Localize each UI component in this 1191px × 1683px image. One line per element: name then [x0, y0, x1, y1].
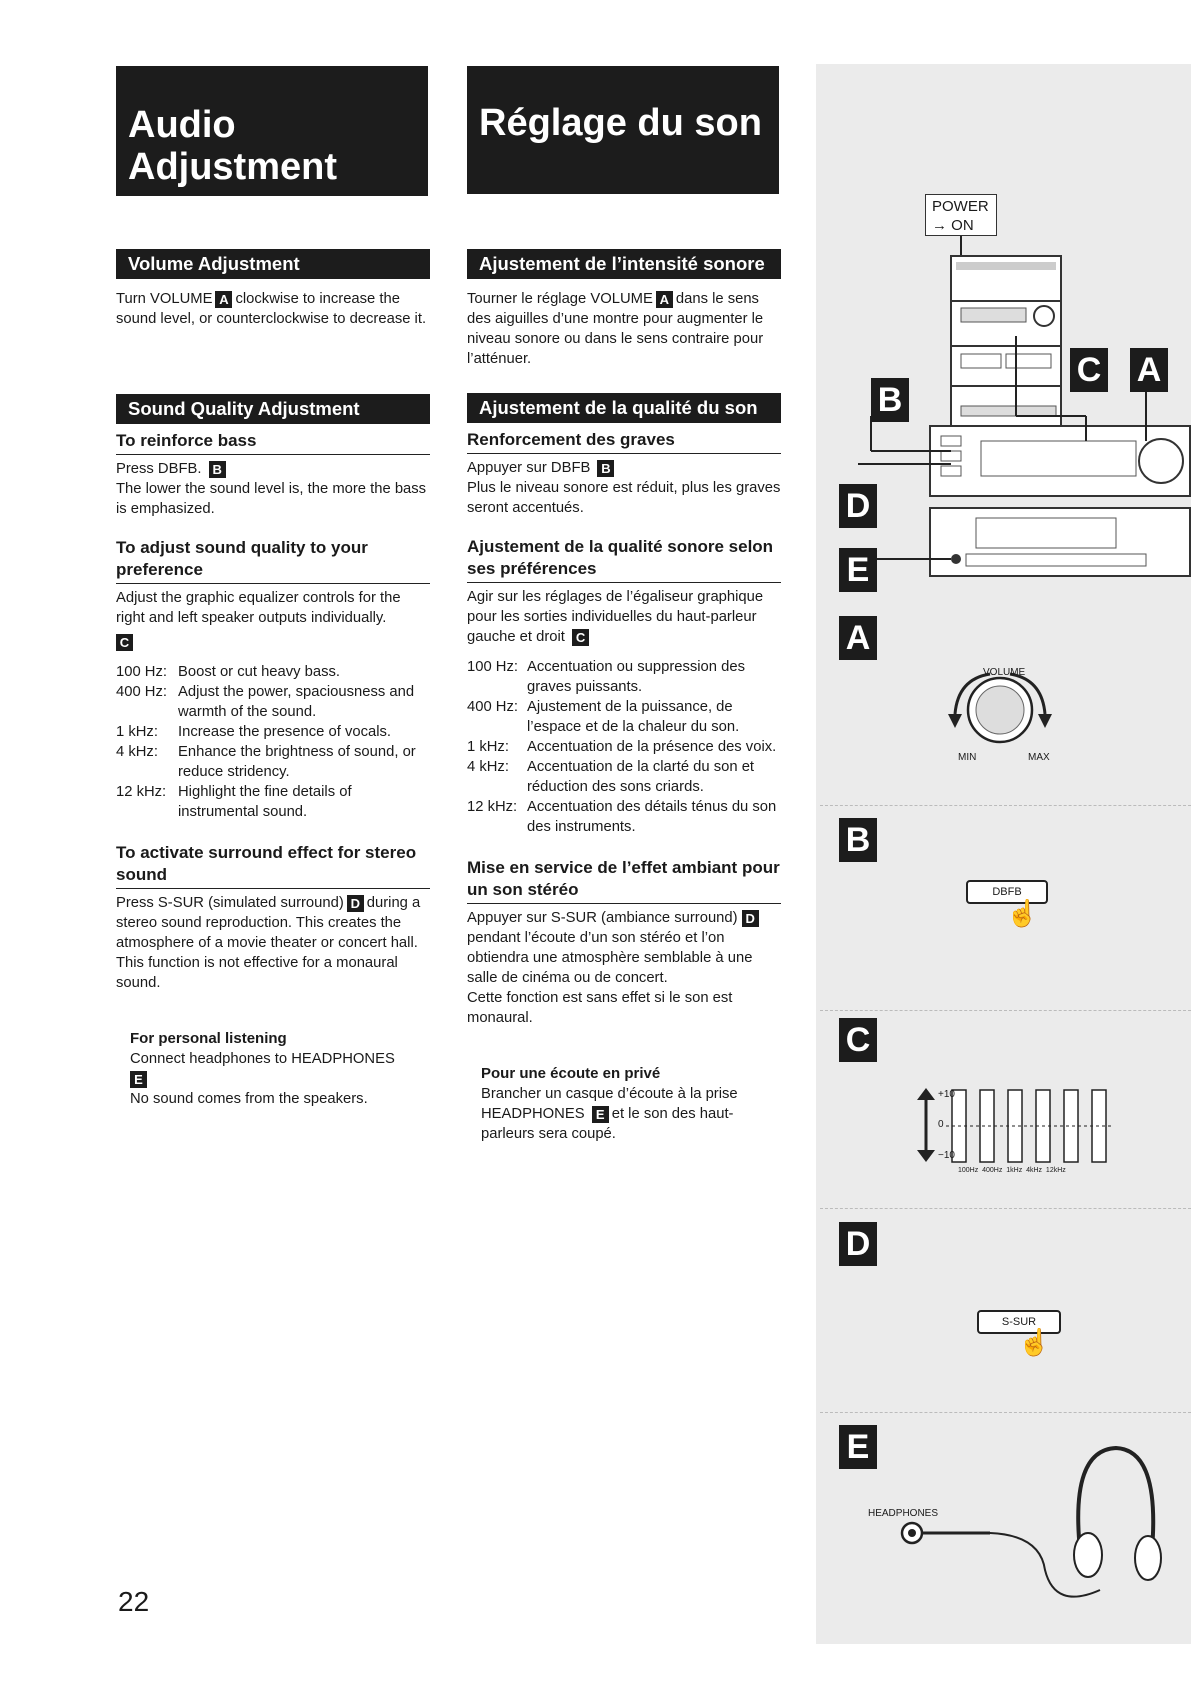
freq-label: 400 Hz:: [467, 699, 518, 715]
surround-subheading-fr: Mise en service de l’effet ambiant pour un son stéréo: [467, 857, 781, 904]
english-title-text: Audio Adjustment: [128, 104, 337, 188]
power-on-callout: POWER → ON: [925, 194, 997, 236]
freq-label: 1 kHz:: [467, 739, 509, 755]
bass-press-fr: Appuyer sur DBFB B: [467, 458, 781, 478]
pref-subheading: To adjust sound quality to your preference: [116, 537, 430, 584]
volume-heading-fr: Ajustement de l’intensité sonore: [467, 249, 781, 279]
note-text: No sound comes from the speakers.: [130, 1091, 368, 1107]
surround-text2: This function is not effective for a monaural sound.: [116, 955, 398, 991]
label-e-ref: E: [592, 1106, 609, 1123]
freq-desc: Enhance the brightness of sound, or reduce stridency.: [178, 744, 416, 780]
label-c-detail: C: [839, 1018, 877, 1062]
ssur-button: S-SUR: [977, 1310, 1061, 1334]
volume-knob-drawing: [940, 664, 1060, 764]
pref-text-fr: Agir sur les réglages de l’égaliseur graphique pour les sorties individuelles du haut-parleur gauche et droit C: [467, 589, 764, 645]
label-e-main: E: [839, 548, 877, 592]
freq-desc: Adjust the power, spaciousness and warmth of the sound.: [178, 684, 415, 720]
label-b-detail: B: [839, 818, 877, 862]
divider: [820, 1010, 1191, 1011]
label-d-detail: D: [839, 1222, 877, 1266]
label-d-main: D: [839, 484, 877, 528]
surround-text2-fr: Cette fonction est sans effet si le son est monaural.: [467, 990, 733, 1026]
eq-minus-label: −10: [938, 1150, 955, 1161]
pref-subheading-fr: Ajustement de la qualité sonore selon ses préférences: [467, 536, 781, 583]
pointing-hand-icon: ☝: [1018, 1327, 1051, 1357]
freq-desc: Accentuation de la clarté du son et réduction des sons criards.: [527, 759, 755, 795]
french-title: [467, 66, 779, 194]
label-e-detail: E: [839, 1425, 877, 1469]
label-c-ref: C: [116, 634, 133, 651]
label-a-ref: A: [656, 291, 673, 308]
headphones-drawing: [890, 1440, 1170, 1610]
freq-list-fr: [467, 657, 781, 837]
divider: [820, 1208, 1191, 1209]
label-a-ref: A: [215, 291, 232, 308]
freq-label: 100 Hz:: [116, 664, 167, 680]
bass-subheading: To reinforce bass: [116, 430, 430, 455]
label-e-ref: E: [130, 1071, 147, 1088]
freq-label: 100 Hz:: [467, 659, 518, 675]
label-b-ref: B: [209, 461, 226, 478]
eq-plus-label: +10: [938, 1089, 955, 1100]
freq-label: 1 kHz:: [116, 724, 158, 740]
french-title-text: Réglage du son: [479, 102, 762, 144]
volume-heading: Volume Adjustment: [116, 249, 430, 279]
label-d-ref: D: [347, 895, 364, 912]
freq-label: 400 Hz:: [116, 684, 167, 700]
note-title: Pour une écoute en privé: [481, 1065, 661, 1082]
max-label: MAX: [1028, 752, 1050, 763]
surround-text-fr: Appuyer sur S-SUR (ambiance surround) Dpendant l’écoute d’un son stéréo et l’on obtiendra une atmosphère semblable à une salle de cinéma ou de concert.: [467, 908, 781, 988]
french-column: [467, 249, 781, 1144]
note-title: For personal listening: [130, 1030, 287, 1047]
freq-label: 4 kHz:: [467, 759, 509, 775]
english-title: [116, 66, 428, 196]
pref-text: Adjust the graphic equalizer controls for the right and left speaker outputs individually.: [116, 590, 401, 626]
label-c-ref: C: [572, 629, 589, 646]
freq-label: 12 kHz:: [116, 784, 167, 800]
label-c-main: C: [1070, 348, 1108, 392]
bass-text-fr: Plus le niveau sonore est réduit, plus les graves seront accentués.: [467, 480, 781, 516]
freq-label: 4 kHz:: [116, 744, 158, 760]
quality-heading: Sound Quality Adjustment: [116, 394, 430, 424]
freq-desc: Increase the presence of vocals.: [178, 724, 392, 740]
label-a-main: A: [1130, 348, 1168, 392]
freq-desc: Accentuation ou suppression des graves puissants.: [527, 659, 745, 695]
freq-label: 12 kHz:: [467, 799, 518, 815]
bass-text: The lower the sound level is, the more the bass is emphasized.: [116, 481, 427, 517]
eq-zero-label: 0: [938, 1119, 944, 1130]
page-number: 22: [118, 1586, 150, 1617]
freq-desc: Accentuation des détails ténus du son des instruments.: [527, 799, 777, 835]
headphones-label: HEADPHONES: [868, 1508, 939, 1519]
divider: [820, 1412, 1191, 1413]
label-b-main: B: [871, 378, 909, 422]
freq-desc: Ajustement de la puissance, de l’espace et de la chaleur du son.: [527, 699, 740, 735]
label-b-ref: B: [597, 460, 614, 477]
english-column: [116, 249, 430, 1109]
bass-subheading-fr: Renforcement des graves: [467, 429, 781, 454]
divider: [820, 805, 1191, 806]
label-d-ref: D: [742, 910, 759, 927]
freq-desc: Accentuation de la présence des voix.: [527, 739, 777, 755]
quality-heading-fr: Ajustement de la qualité du son: [467, 393, 781, 423]
personal-listening-note-fr: Pour une écoute en privé Brancher un casque d’écoute à la prise HEADPHONES E et le son des haut-parleurs sera coupé.: [481, 1064, 781, 1144]
bass-press: Press DBFB. B: [116, 459, 430, 479]
min-label: MIN: [958, 752, 977, 763]
label-a-detail: A: [839, 616, 877, 660]
personal-listening-note: For personal listening Connect headphones to HEADPHONES E No sound comes from the speakers.: [130, 1029, 430, 1109]
pointing-hand-icon: ☝: [1006, 898, 1039, 928]
volume-text-fr: Tourner le réglage VOLUME A dans le sens des aiguilles d’une montre pour augmenter le niveau sonore ou dans le sens contraire pour l’atténuer.: [467, 291, 764, 367]
freq-desc: Highlight the fine details of instrumental sound.: [178, 784, 352, 820]
freq-desc: Boost or cut heavy bass.: [178, 664, 341, 680]
surround-subheading: To activate surround effect for stereo sound: [116, 842, 430, 889]
dbfb-button: DBFB: [966, 880, 1048, 904]
surround-text: Press S-SUR (simulated surround) D during a stereo sound reproduction. This creates the atmosphere of a movie theater or concert hall.: [116, 895, 421, 951]
volume-label: VOLUME: [983, 667, 1026, 678]
eq-freq-labels: 100Hz 400Hz 1kHz 4kHz 12kHz: [958, 1167, 1066, 1174]
volume-text: Turn VOLUME A clockwise to increase the sound level, or counterclockwise to decrease it.: [116, 291, 427, 327]
freq-list-en: [116, 662, 430, 822]
